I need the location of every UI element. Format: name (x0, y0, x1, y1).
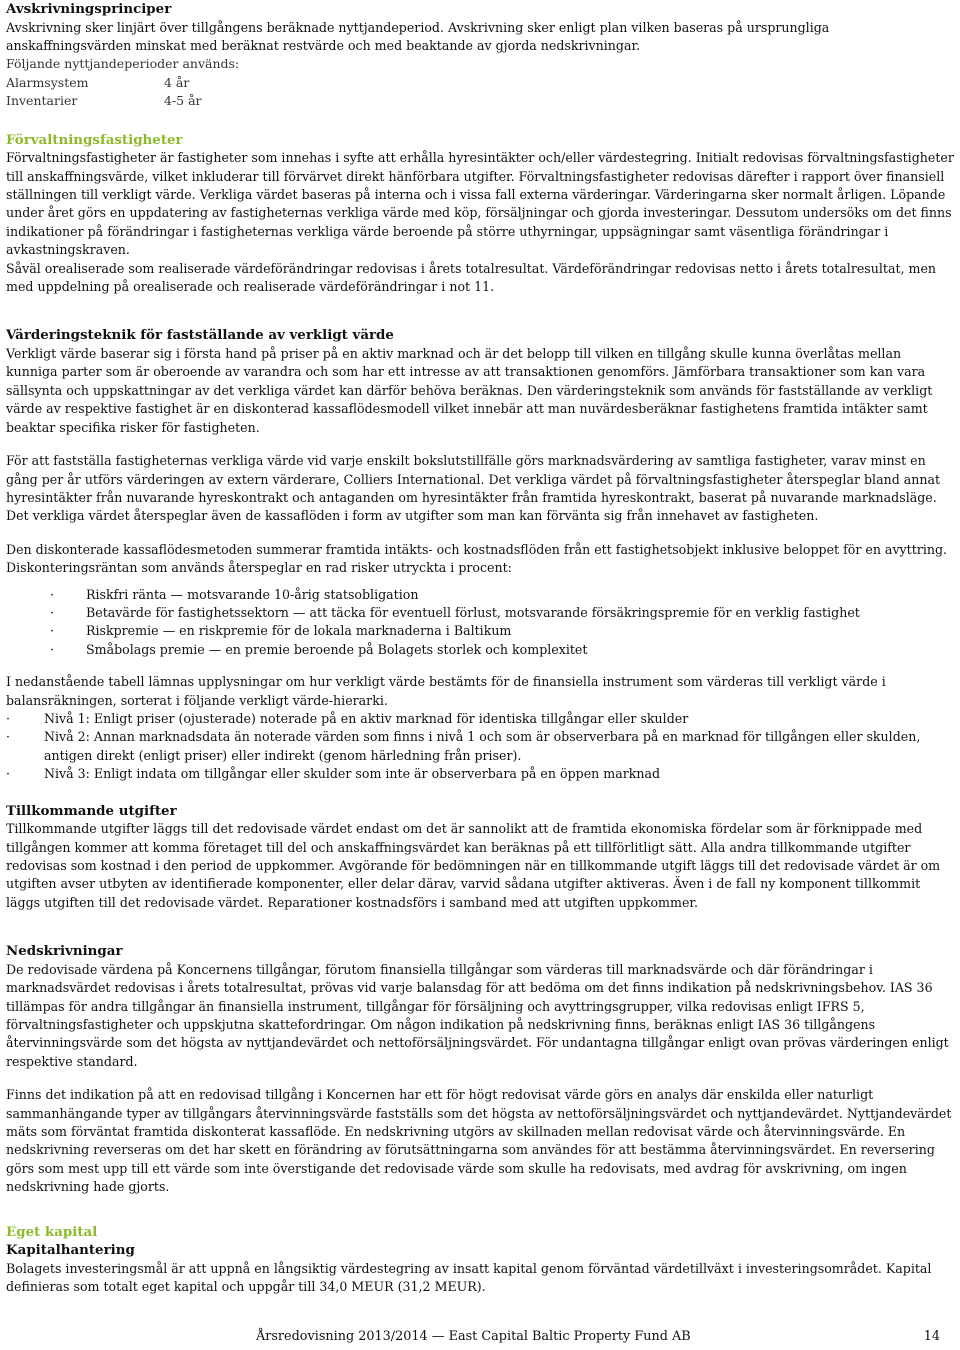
bullet-mark: · (50, 586, 55, 602)
heading-avskrivningsprinciper: Avskrivningsprinciper (6, 1, 172, 17)
list-item (6, 765, 956, 783)
nedskr-paragraph-2: Finns det indikation på att en redovisad tillgång i Koncernen har ett för högt redovisat värde görs en analys där enskilda eller naturligt sammanhängande typer av tillgångars återvinningsvärde fastställs som det högsta av nettoförsäljningsvärdet och nyttjandevärdet. Nyttjandevärdet mäts som förväntat framtida diskonterat kassaflöde. En nedskrivning utgörs av skillnaden mellan redovisat värde och återvinningsvärde. En nedskrivning reverseras om det har skett en förändring av förutsättningarna som användes för att bestämma återvinningsvärdet. En reversering görs som mest upp till ett värde som inte överstigande det redovisade värde som skulle ha redovisats, med avdrag för avskrivning, om ingen nedskrivning hade gjorts. (6, 1087, 952, 1195)
forv-paragraph-2: Såväl orealiserade som realiserade värdeförändringar redovisas i årets totalresultat. Värdeförändringar redovisas netto i årets totalresultat, men med uppdelning på orealiserade och realiserade värdeförändringar i not 11. (6, 260, 937, 295)
heading-varderingsteknik: Värderingsteknik för fastställande av verkligt värde (6, 327, 394, 344)
bullet-mark: · (6, 710, 11, 726)
list-item-text: Riskpremie — en riskpremie för de lokala marknaderna i Baltikum (86, 623, 512, 639)
footer-text: Årsredovisning 2013/2014 — East Capital Baltic Property Fund AB (256, 1329, 691, 1344)
vard-paragraph-1: Verkligt värde baserar sig i första hand på priser på en aktiv marknad och är det belopp till vilken en tillgång skulle kunna överlåtas mellan kunniga parter som är oberoende av varandra och som har ett intresse av att transaktionen genomförs. Jämförbara transaktioner som kan vara sällsynta och uppskattningar av det verkliga värdet kan därför behöva beräknas. Den värderingsteknik som används för fastställande av verkligt värde av respektive fastighet är en diskonterad kassaflödesmodell vilket innebär att man nuvärdesberäknar fastighetens framtida intäkter samt beaktar specifika risker för fastigheten. (6, 346, 933, 435)
bullet-mark: · (50, 604, 55, 620)
vard-paragraph-3: Den diskonterade kassaflödesmetoden summerar framtida intäkts- och kostnadsflöden från ett fastighetsobjekt inklusive beloppet för en avyttring. Diskonteringsräntan som används återspeglar en rad risker utryckta i procent: (6, 541, 948, 576)
nedskr-paragraph-1: De redovisade värdena på Koncernens tillgångar, förutom finansiella tillgångar som värderas till marknadsvärde och där förändringar i marknadsvärdet redovisas i årets totalresultat, prövas vid varje balansdag för att bedöma om det finns indikation på nedskrivningsbehov. IAS 36 tillämpas för andra tillgångar än finansiella instrument, tillgångar för försäljning och avyttringsgrupper, vilka redovisas enligt IFRS 5, förvaltningsfastigheter och uppskjutna skattefordringar. Om någon indikation på nedskrivning finns, beräknas enligt IAS 36 tillgångens återvinningsvärde som det högsta av nyttjandevärdet och nettoförsäljningsvärdet. För undantagna tillgångar enligt ovan prövas värderingen enligt respektive standard. (6, 961, 949, 1069)
vard-paragraph-2: För att fastställa fastigheternas verkliga värde vid varje enskilt bokslutstillfälle görs marknadsvärdering av samtliga fastigheter, varav minst en gång per år utförs värderingen av extern värderare, Colliers International. Det verkliga värdet på förvaltningsfastigheter återspeglar bland annat hyresintäkter från nuvarande hyreskontrakt och antaganden om hyresintäkter från framtida hyreskontrakt, baserat på nuvarande marknadsläge. Det verkliga värdet återspeglar även de kassaflöden i form av utgifter som man kan förvänta sig från innehavet av fastigheten. (6, 453, 941, 524)
list-item-text: Nivå 2: Annan marknadsdata än noterade värden som finns i nivå 1 och som är observerbara på en marknad för tillgången eller skulden, antigen direkt (enligt priser) eller indirekt (genom härledning från priser). (44, 729, 921, 763)
heading-tillkommande-utgifter: Tillkommande utgifter (6, 802, 177, 819)
depreciation-item: Alarmsystem (6, 74, 89, 90)
depreciation-row (6, 92, 956, 110)
list-item-text: Betavärde för fastighetssektorn — att täcka för eventuell förlust, motsvarande försäkringspremie för en verklig fastighet (86, 604, 860, 620)
bullet-mark: · (6, 766, 11, 782)
list-item (6, 622, 956, 640)
list-item (6, 710, 956, 728)
page-number: 14 (923, 1329, 940, 1344)
heading-kapitalhantering: Kapitalhantering (6, 1242, 135, 1259)
heading-forvaltningsfastigheter: Förvaltningsfastigheter (6, 131, 183, 148)
bullet-mark: · (50, 623, 55, 639)
risk-list (6, 586, 956, 660)
depreciation-row (6, 74, 956, 92)
depreciation-table (6, 74, 956, 111)
heading-eget-kapital: Eget kapital (6, 1223, 98, 1240)
depreciation-period: 4-5 år (164, 93, 202, 109)
eget-paragraph: Bolagets investeringsmål är att uppnå en långsiktig värdestegring av insatt kapital genom förväntad värdetillväxt i investeringsområdet. Kapital definieras som totalt eget kapital och uppgår till 34,0 MEUR (31,2 MEUR). (6, 1260, 932, 1295)
list-item (6, 641, 956, 659)
list-item-text: Småbolags premie — en premie beroende på Bolagets storlek och komplexitet (86, 641, 588, 657)
list-item (6, 728, 956, 765)
depreciation-period: 4 år (164, 74, 190, 90)
tillk-paragraph: Tillkommande utgifter läggs till det redovisade värdet endast om det är sannolikt att de framtida ekonomiska fördelar som är förknippade med tillgången kommer att komma företaget till del och anskaffningsvärdet kan beräknas på ett tillförlitligt sätt. Alla andra tillkommande utgifter redovisas som kostnad i den period de uppkommer. Avgörande för bedömningen när en tillkommande utgift läggs till det redovisade värdet är om utgiften avser utbyten av identifierade komponenter, eller delar därav, varvid sådana utgifter aktiveras. Även i de fall ny komponent tillkommit läggs utgiften till det redovisade värdet. Reparationer kostnadsförs i samband med att utgiften uppkommer. (6, 821, 941, 910)
list-item-text: Nivå 3: Enligt indata om tillgångar eller skulder som inte är observerbara på en öppen marknad (44, 766, 661, 782)
bullet-mark: · (6, 729, 11, 745)
forv-paragraph-1: Förvaltningsfastigheter är fastigheter som innehas i syfte att erhålla hyresintäkter och/eller värdestegring. Initialt redovisas förvaltningsfastigheter till anskaffningsvärde, vilket inkluderar till förvärvet direkt hänförbara utgifter. Förvaltningsfastigheter redovisas därefter i rapport över finansiell ställningen till verkligt värde. Verkliga värdet baseras på interna och i vissa fall externa värderingar. Värderingarna sker normalt årligen. Löpande under året görs en uppdatering av fastigheternas verkliga värde med köp, försäljningar och gjorda investeringar. Dessutom undersöks om det finns indikationer på förändringar i fastigheternas verkliga värde beroende på större uthyrningar, uppsägningar samt väsentliga förändringar i avkastningskraven. (6, 150, 954, 258)
hierarchy-list (6, 710, 956, 784)
list-item-text: Riskfri ränta — motsvarande 10-årig statsobligation (86, 586, 419, 602)
bullet-mark: · (50, 641, 55, 657)
avskr-intro: Följande nyttjandeperioder används: (6, 56, 240, 72)
heading-nedskrivningar: Nedskrivningar (6, 943, 123, 960)
vard-paragraph-4: I nedanstående tabell lämnas upplysningar om hur verkligt värde bestämts för de finansiella instrument som värderas till verkligt värde i balansräkningen, sorterat i följande verkligt värde-hierarki. (6, 674, 886, 708)
depreciation-item: Inventarier (6, 93, 78, 109)
avskr-paragraph: Avskrivning sker linjärt över tillgångens beräknade nyttjandeperiod. Avskrivning sker enligt plan vilken baseras på ursprungliga anskaffningsvärden minskat med beräknat restvärde och med beaktande av gjorda nedskrivningar. (6, 19, 830, 53)
list-item (6, 586, 956, 604)
list-item (6, 604, 956, 622)
list-item-text: Nivå 1: Enligt priser (ojusterade) noterade på en aktiv marknad för identiska tillgångar eller skulder (44, 710, 689, 726)
